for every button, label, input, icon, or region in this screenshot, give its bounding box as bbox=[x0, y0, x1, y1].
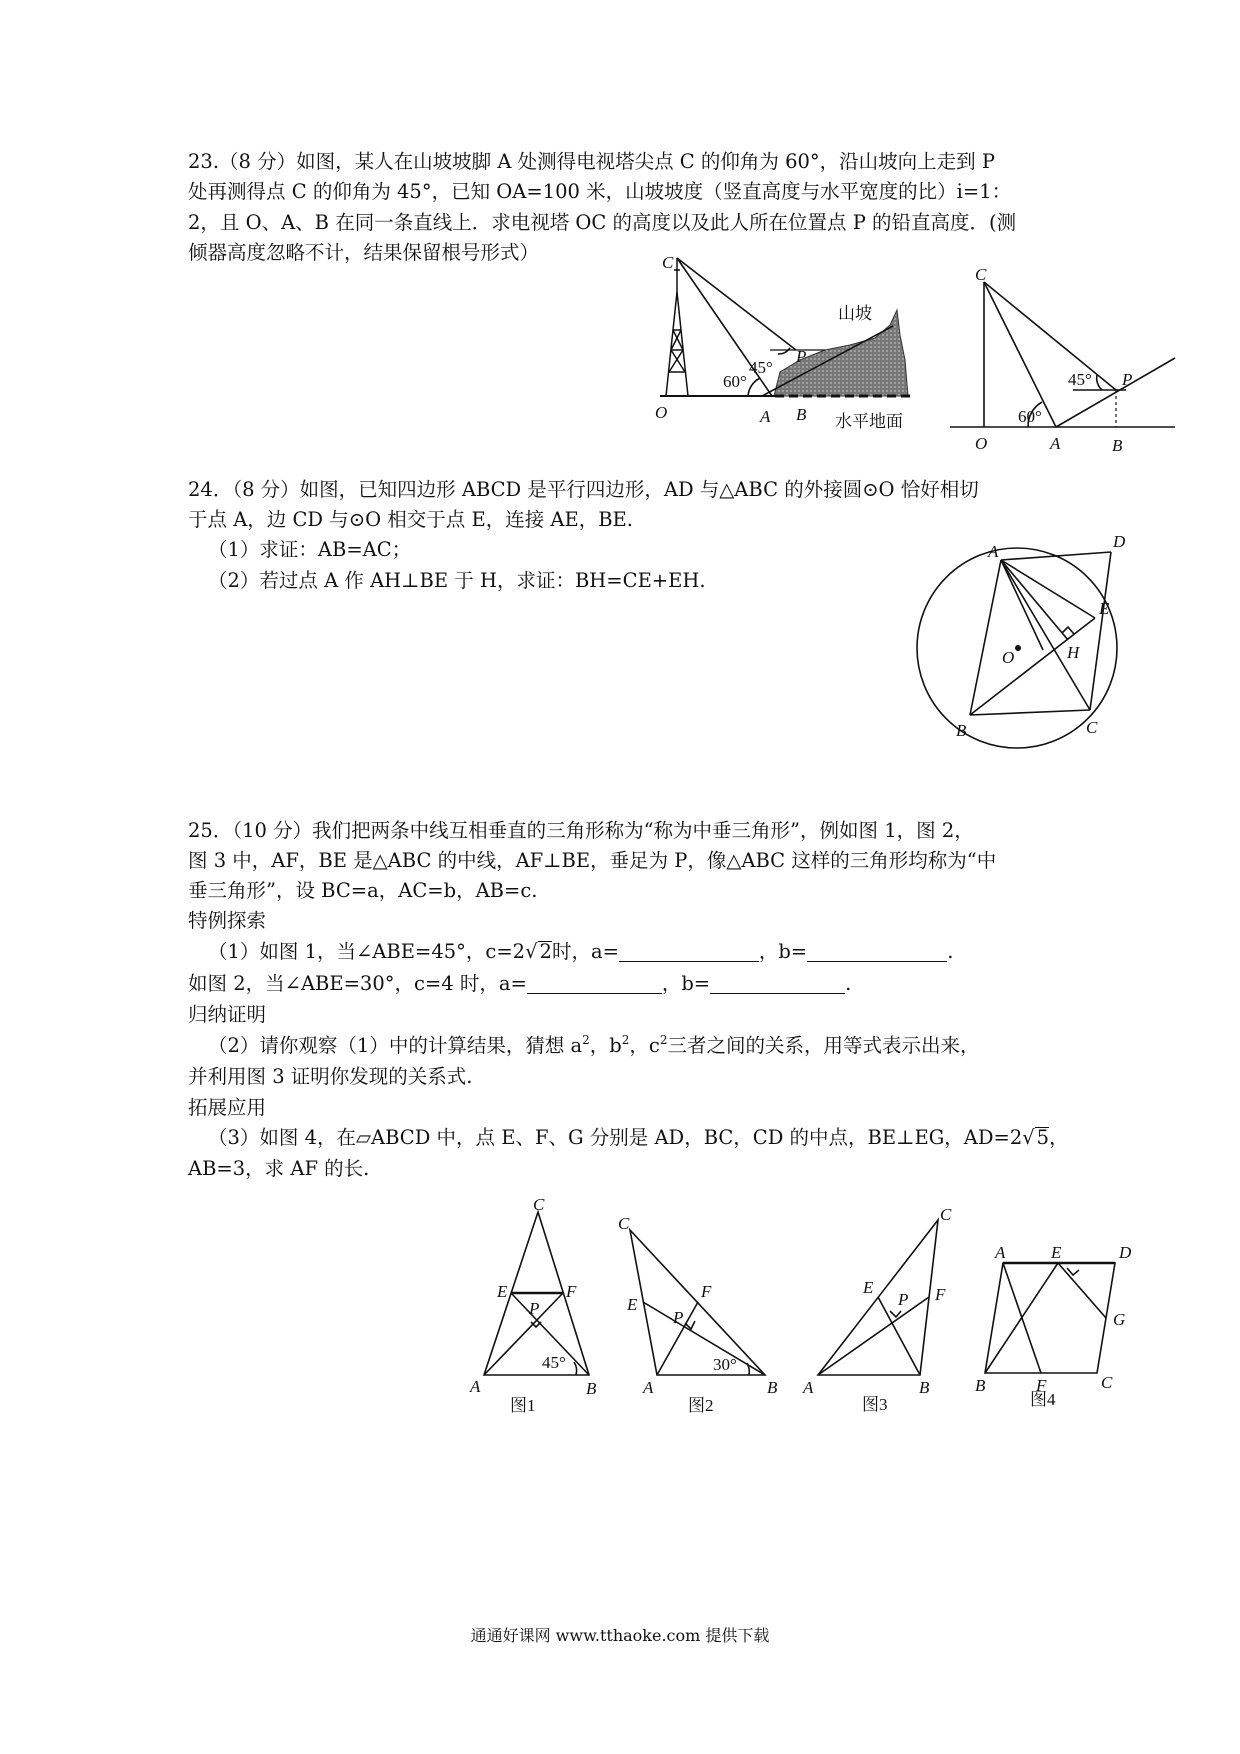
q25-heading-2: 归纳证明 bbox=[188, 1003, 267, 1026]
angle-45: 45° bbox=[1068, 370, 1092, 389]
label-d: D bbox=[1113, 532, 1126, 551]
label-f: F bbox=[935, 1285, 946, 1304]
label-e: E bbox=[863, 1278, 874, 1297]
figure-caption: 图1 bbox=[510, 1396, 536, 1415]
q25-figure-1 bbox=[470, 1195, 620, 1415]
label-b: B bbox=[975, 1376, 986, 1395]
label-b: B bbox=[919, 1378, 930, 1397]
angle-45: 45° bbox=[542, 1353, 566, 1372]
answer-blank-a1[interactable] bbox=[619, 941, 759, 962]
q25-figure-3 bbox=[800, 1205, 970, 1415]
angle-45: 45° bbox=[749, 358, 773, 377]
q23-figure-1 bbox=[650, 250, 940, 430]
angle-30: 30° bbox=[713, 1355, 737, 1374]
label-b: B bbox=[1112, 436, 1123, 455]
label-h: H bbox=[1067, 643, 1080, 662]
q23-figure-2 bbox=[950, 262, 1180, 462]
figure-caption: 图4 bbox=[1030, 1390, 1056, 1409]
q25-heading-3: 拓展应用 bbox=[188, 1096, 267, 1119]
q25-intro-3: 垂三角形”，设 BC=a，AC=b，AB=c. bbox=[188, 879, 538, 902]
page-footer: 通通好课网 www.tthaoke.com 提供下载 bbox=[470, 1626, 770, 1645]
q25-part3-line-2: AB=3，求 AF 的长. bbox=[188, 1157, 370, 1180]
label-a: A bbox=[1050, 434, 1061, 453]
label-b: B bbox=[956, 721, 967, 740]
label-p: P bbox=[529, 1299, 540, 1318]
label-a: A bbox=[803, 1378, 814, 1397]
label-c: C bbox=[1101, 1373, 1113, 1392]
label-o: O bbox=[655, 403, 668, 422]
label-a: A bbox=[760, 407, 771, 426]
q25-figure-4 bbox=[975, 1238, 1175, 1415]
q23-line-3: 2，且 O、A、B 在同一条直线上．求电视塔 OC 的高度以及此人所在位置点 P 的铅直高度．(测 bbox=[188, 211, 1017, 234]
q24-line-2: 于点 A，边 CD 与⊙O 相交于点 E，连接 AE，BE. bbox=[188, 508, 633, 531]
label-b: B bbox=[586, 1379, 597, 1398]
label-slope: 山坡 bbox=[838, 304, 872, 323]
q25-intro-2: 图 3 中，AF，BE 是△ABC 的中线，AF⊥BE，垂足为 P，像△ABC 这样的三角形均称为“中 bbox=[188, 849, 997, 872]
label-d: D bbox=[1119, 1243, 1132, 1262]
q23-line-2: 处再测得点 C 的仰角为 45°，已知 OA=100 米，山坡坡度（竖直高度与水平宽度的比）i=1： bbox=[188, 180, 1012, 203]
q25-part1-line-1: （1）如图 1，当∠ABE=45°，c=2√ 2时，a= ，b= . bbox=[208, 937, 953, 967]
tv-tower bbox=[666, 258, 688, 396]
label-c: C bbox=[975, 265, 987, 284]
q24-line-4: （2）若过点 A 作 AH⊥BE 于 H，求证：BH=CE+EH. bbox=[208, 569, 706, 592]
answer-blank-b1[interactable] bbox=[807, 941, 947, 962]
label-a: A bbox=[988, 542, 999, 561]
label-c: C bbox=[618, 1214, 630, 1233]
q25-intro-1: 25．（10 分）我们把两条中线互相垂直的三角形称为“称为中垂三角形”，例如图 1，图 2， bbox=[188, 819, 974, 842]
q24-figure bbox=[925, 530, 1145, 745]
label-a: A bbox=[470, 1377, 481, 1396]
label-p: P bbox=[796, 347, 807, 366]
q25-part3-line-1: （3）如图 4，在▱ABCD 中，点 E、F、G 分别是 AD，BC，CD 的中点，BE⊥EG，AD=2√ 5， bbox=[208, 1123, 1069, 1153]
figure-caption: 图3 bbox=[862, 1395, 888, 1414]
figure-caption: 图2 bbox=[688, 1396, 714, 1415]
angle-60: 60° bbox=[1018, 407, 1042, 426]
label-e: E bbox=[1051, 1243, 1062, 1262]
label-f: F bbox=[566, 1282, 577, 1301]
label-p: P bbox=[898, 1290, 909, 1309]
q24-line-1: 24．（8 分）如图，已知四边形 ABCD 是平行四边形，AD 与△ABC 的外接圆⊙O 恰好相切 bbox=[188, 478, 979, 501]
label-c: C bbox=[662, 253, 674, 272]
label-o: O bbox=[975, 434, 988, 453]
label-b: B bbox=[796, 405, 807, 424]
sqrt-expression: √ 5 bbox=[1022, 1126, 1050, 1149]
label-f: F bbox=[1036, 1376, 1047, 1395]
q23-line-4: 倾器高度忽略不计，结果保留根号形式） bbox=[188, 241, 540, 264]
sqrt-expression: √ 2 bbox=[525, 940, 552, 963]
answer-blank-b2[interactable] bbox=[710, 973, 845, 994]
angle-60: 60° bbox=[723, 372, 747, 391]
label-e: E bbox=[627, 1295, 638, 1314]
q24-line-3: （1）求证：AB=AC； bbox=[208, 538, 412, 561]
label-c: C bbox=[940, 1205, 952, 1224]
q25-part2-line-1: （2）请你观察（1）中的计算结果，猜想 $a^2$，$b^2$，$c^2$三者之间的关系，用等式表示出来， bbox=[208, 1033, 980, 1057]
q23-line-1: 23.（8 分）如图，某人在山坡坡脚 A 处测得电视塔尖点 C 的仰角为 60°，沿山坡向上走到 P bbox=[188, 150, 995, 173]
label-g: G bbox=[1113, 1310, 1126, 1329]
label-c: C bbox=[533, 1195, 545, 1214]
q25-figure-2 bbox=[615, 1215, 790, 1415]
label-o: O bbox=[1002, 648, 1015, 667]
q25-heading-1: 特例探索 bbox=[188, 909, 267, 932]
label-b: B bbox=[767, 1378, 778, 1397]
label-a: A bbox=[643, 1378, 654, 1397]
label-f: F bbox=[701, 1282, 712, 1301]
label-e: E bbox=[497, 1282, 508, 1301]
label-c: C bbox=[1086, 718, 1098, 737]
answer-blank-a2[interactable] bbox=[527, 973, 662, 994]
label-e: E bbox=[1099, 599, 1110, 618]
sight-line-cp bbox=[677, 258, 796, 350]
label-a: A bbox=[995, 1243, 1006, 1262]
q25-part2-line-2: 并利用图 3 证明你发现的关系式. bbox=[188, 1065, 473, 1088]
label-ground: 水平地面 bbox=[835, 412, 903, 431]
label-p: P bbox=[1122, 370, 1133, 389]
label-p: P bbox=[673, 1308, 684, 1327]
q25-part1-line-2: 如图 2，当∠ABE=30°，c=4 时，a= ，b= . bbox=[188, 972, 852, 995]
